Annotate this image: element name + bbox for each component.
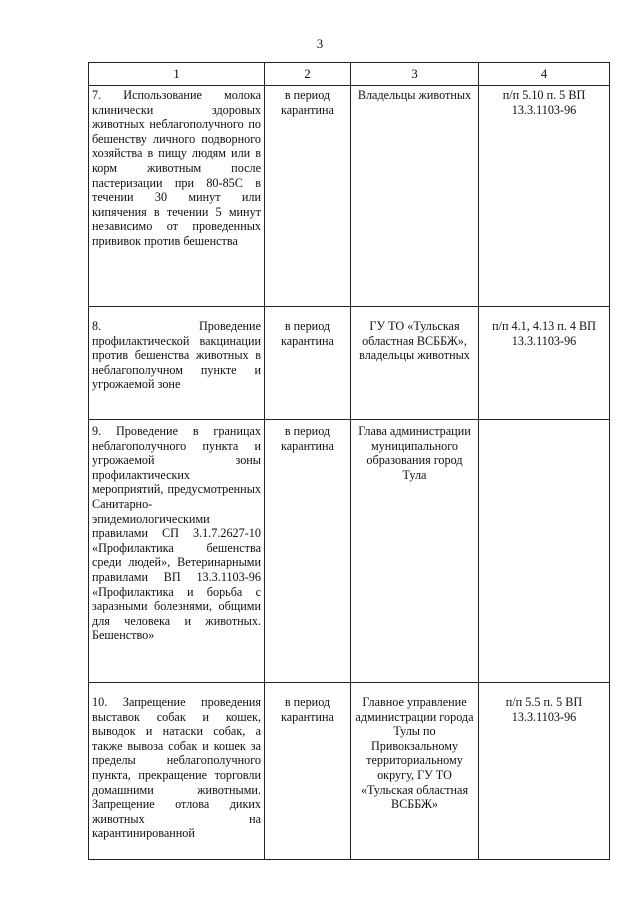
responsible-cell: Владельцы животных [351,86,479,307]
activity-cell: 8. Проведение профилактической вакцинации против бешенства животных в неблагополучном пункте и угрожаемой зоне [89,307,265,420]
reference-cell: п/п 4.1, 4.13 п. 4 ВП 13.3.1103-96 [479,307,610,420]
table-row [89,86,610,307]
reference-cell: п/п 5.5 п. 5 ВП 13.3.1103-96 [479,683,610,860]
table-row [89,307,610,420]
table-header-row [89,63,610,86]
period-cell: в период карантина [265,420,351,683]
activity-cell: 10. Запрещение проведения выставок собак и кошек, выводок и натаски собак, а также вывоза собак и кошек за пределы неблагополучного пункта, прекращение торговли домашними животными. Запрещение отлова диких животных на карантинированной [89,683,265,860]
period-cell: в период карантина [265,86,351,307]
responsible-cell: Главное управление администрации города Тулы по Привокзальному территориальному округу, ГУ ТО «Тульская областная ВСББЖ» [351,683,479,860]
column-header-1: 1 [89,63,265,86]
activity-cell: 9. Проведение в границах неблагополучного пункта и угрожаемой зоны профилактических мероприятий, предусмотренных Санитарно-эпидемиологическими правилами СП 3.1.7.2627-10 «Профилактика бешенства среди людей», Ветеринарными правилами ВП 13.3.1103-96 «Профилактика и борьба с заразными болезнями, общими для человека и животных. Бешенство» [89,420,265,683]
responsible-cell: Глава администрации муниципального образования город Тула [351,420,479,683]
column-header-3: 3 [351,63,479,86]
reference-cell: п/п 5.10 п. 5 ВП 13.3.1103-96 [479,86,610,307]
page-number: 3 [316,36,324,51]
period-cell: в период карантина [265,307,351,420]
responsible-cell: ГУ ТО «Тульская областная ВСББЖ», владельцы животных [351,307,479,420]
measures-table [88,62,610,860]
reference-cell [479,420,610,683]
activity-cell: 7. Использование молока клинически здоровых животных неблагополучного по бешенству личного подворного хозяйства в пищу людям или в корм животным после пастеризации при 80-85С в течении 30 минут или кипячения в течении 5 минут независимо от проведенных прививок против бешенства [89,86,265,307]
column-header-4: 4 [479,63,610,86]
period-cell: в период карантина [265,683,351,860]
table-row [89,420,610,683]
table-row [89,683,610,860]
column-header-2: 2 [265,63,351,86]
